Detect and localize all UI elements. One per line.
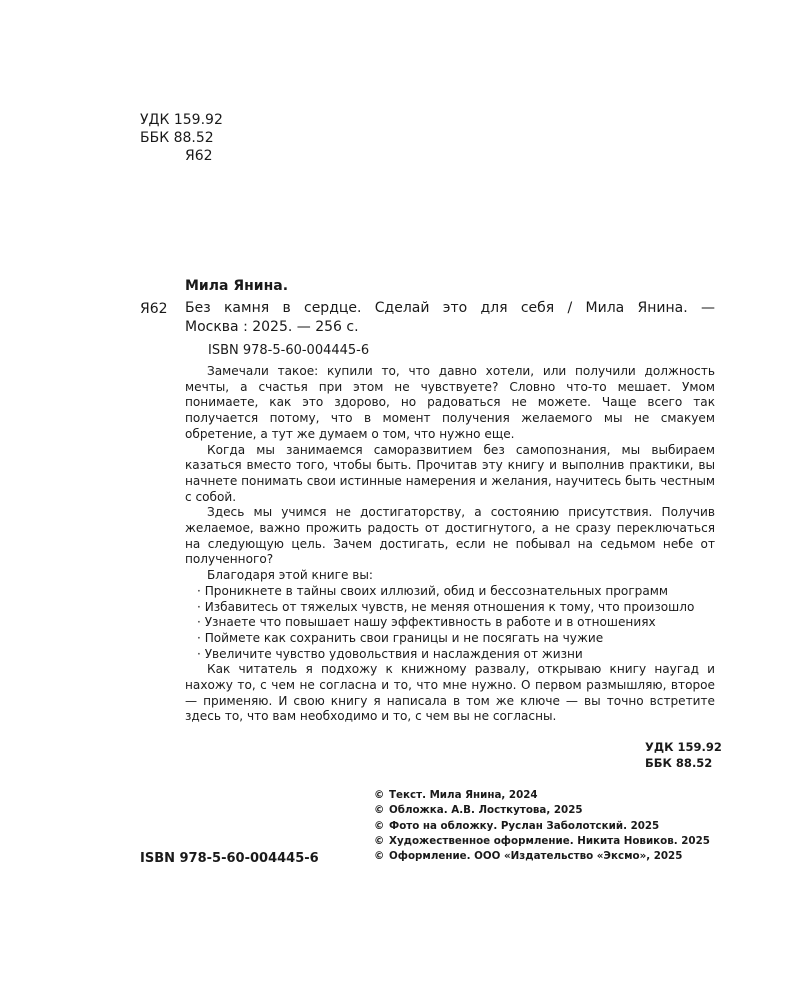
list-item: · Избавитесь от тяжелых чувств, не меняя отношения к тому, что произошло xyxy=(197,599,695,614)
copyright-icon: © xyxy=(374,789,385,801)
list-intro: Благодаря этой книге вы: xyxy=(207,568,374,583)
copyright-text: Оформление. ООО «Издательство «Эксмо», 2025 xyxy=(389,850,683,863)
annotation-paragraph-2: Когда мы занимаемся саморазвитием без самопознания, мы выбираем казаться вместо того, чтобы быть. Прочитав эту книгу и выполнив практики, вы начнете понимать свои истинные намерения и желания, научитесь быть честным с собой. xyxy=(185,442,715,504)
copyright-icon: © xyxy=(374,804,385,817)
annotation-paragraph-1: Замечали такое: купили то, что давно хотели, или получили должность мечты, а счастья при этом не чувствуете? Словно что-то мешает. Умом понимаете, как это здорово, но радоваться не можете. Чаще всего так получается потому, что в момент получения желаемого мы не смакуем обретение, а тут же думаем о том, что нужно еще. xyxy=(185,364,715,441)
classification-codes-bottom xyxy=(645,739,722,771)
title-line-1: Без камня в сердце. Сделай это для себя / Мила Янина. — xyxy=(185,300,715,316)
copyright-icon: © xyxy=(374,834,385,847)
copyright-line xyxy=(374,803,719,818)
copyright-line xyxy=(374,788,719,803)
copyright-block xyxy=(374,788,719,864)
title-line-2: Москва : 2025. — 256 с. xyxy=(185,319,359,335)
udk-code: УДК 159.92 xyxy=(140,112,223,128)
udk-code-bottom: УДК 159.92 xyxy=(645,740,722,754)
bibliographic-title xyxy=(185,299,715,337)
isbn-record: ISBN 978-5-60-004445-6 xyxy=(208,343,370,358)
copyright-text: Художественное оформление. Никита Новиков. 2025 xyxy=(389,834,710,847)
list-item: · Узнаете что повышает нашу эффективность в работе и в отношениях xyxy=(197,615,656,630)
annotation xyxy=(185,364,715,725)
bbk-code-bottom: ББК 88.52 xyxy=(645,756,713,770)
isbn-bottom: ISBN 978-5-60-004445-6 xyxy=(140,851,319,866)
author-mark: Я62 xyxy=(185,148,213,164)
author-heading: Мила Янина. xyxy=(185,278,289,294)
list-item: · Поймете как сохранить свои границы и не посягать на чужие xyxy=(197,630,604,645)
copyright-line xyxy=(374,834,719,849)
bbk-code: ББК 88.52 xyxy=(140,130,214,146)
copyright-line xyxy=(374,819,719,834)
copyright-line xyxy=(374,849,719,864)
list-item: · Проникнете в тайны своих иллюзий, обид и бессознательных программ xyxy=(197,583,669,598)
copyright-icon: © xyxy=(374,819,385,832)
copyright-text: Фото на обложку. Руслан Заболотский. 2025 xyxy=(389,819,660,832)
list-item: · Увеличите чувство удовольствия и наслаждения от жизни xyxy=(197,646,583,661)
copyright-text: Текст. Мила Янина, 2024 xyxy=(389,789,538,801)
author-index: Я62 xyxy=(140,301,168,317)
classification-codes xyxy=(140,111,223,165)
copyright-icon: © xyxy=(374,850,385,863)
annotation-paragraph-3: Здесь мы учимся не достигаторству, а состоянию присутствия. Получив желаемое, важно прожить радость от достигнутого, а не сразу переключаться на следующую цель. Зачем достигать, если не побывал на седьмом небе от полученного? xyxy=(185,505,715,567)
annotation-paragraph-4: Как читатель я подхожу к книжному развалу, открываю книгу наугад и нахожу то, с чем не согласна и то, что мне нужно. О первом размышляю, второе — применяю. И свою книгу я написала в том же ключе — вы точно встретите здесь то, что вам необходимо и то, с чем вы не согласны. xyxy=(185,662,715,724)
copyright-text: Обложка. А.В. Лосткутова, 2025 xyxy=(389,804,583,817)
